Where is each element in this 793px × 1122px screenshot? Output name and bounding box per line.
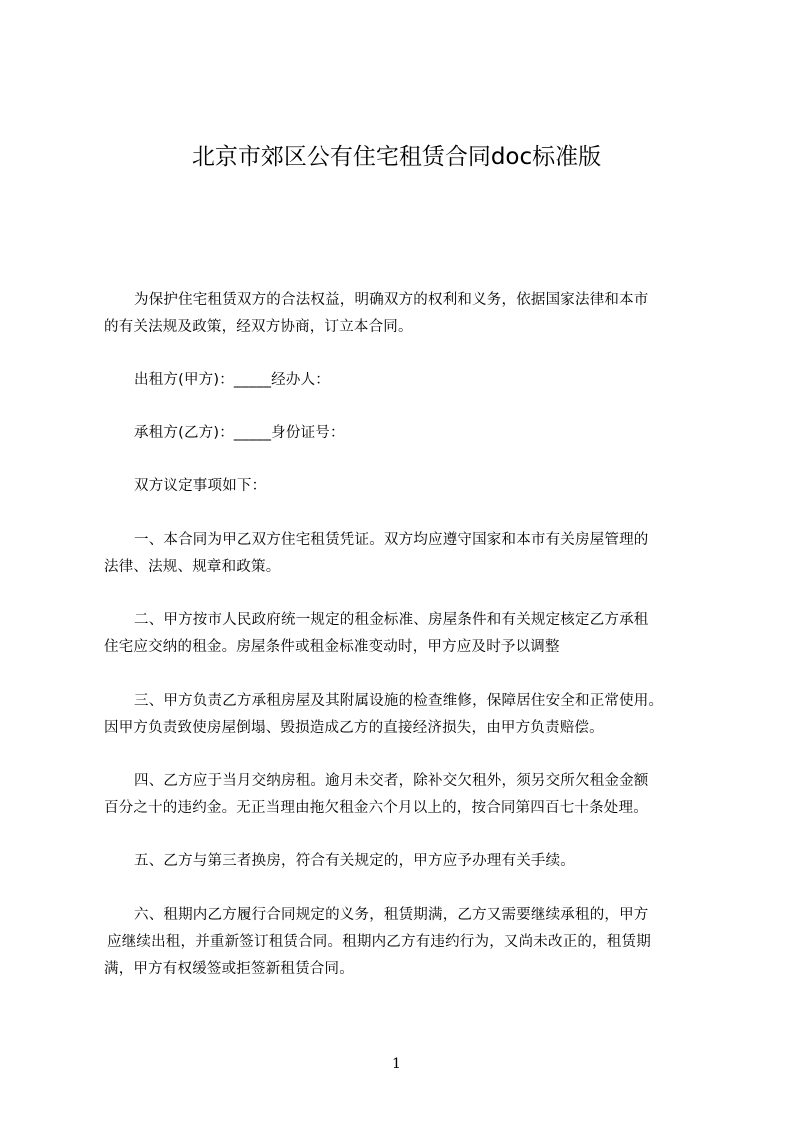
clause-3-line-2: 因甲方负责致使房屋倒塌、毁损造成乙方的直接经济损失，由甲方负责赔偿。: [104, 720, 604, 736]
clause-1: [104, 527, 702, 581]
lessee-line: [104, 420, 702, 447]
preamble-paragraph: [104, 287, 702, 341]
clause-1-line-1: 一、本合同为甲乙双方住宅租赁凭证。双方均应遵守国家和本市有关房屋管理的: [134, 532, 649, 548]
clause-5-line-1: 五、乙方与第三者换房，符合有关规定的，甲方应予办理有关手续。: [134, 853, 575, 869]
clause-6-line-3: 满，甲方有权缓签或拒签新租赁合同。: [104, 961, 354, 977]
clause-6-line-2: 应继续出租，并重新签订租赁合同。租期内乙方有违约行为，又尚未改正的，租赁期: [107, 934, 651, 950]
clause-3: [104, 688, 702, 742]
clause-5: [104, 848, 702, 875]
agreement-intro: [104, 473, 702, 500]
lessee-text: 承租方(乙方)：_____身份证号：: [134, 425, 345, 441]
document-title: 北京市郊区公有住宅租赁合同doc标准版: [191, 144, 602, 170]
clause-2-line-2: 住宅应交纳的租金。房屋条件或租金标准变动时，甲方应及时予以调整: [104, 639, 560, 655]
lessor-line: [104, 367, 702, 394]
clause-2-line-1: 二、甲方按市人民政府统一规定的租金标准、房屋条件和有关规定核定乙方承租: [134, 612, 649, 628]
lessor-text: 出租方(甲方)：_____经办人：: [134, 372, 330, 388]
page-number: 1: [392, 1056, 401, 1072]
clause-6-line-1: 六、租期内乙方履行合同规定的义务，租赁期满，乙方又需要继续承租的，甲方: [134, 907, 649, 923]
preamble-line-1: 为保护住宅租赁双方的合法权益，明确双方的权利和义务，依据国家法律和本市: [134, 292, 649, 308]
clause-3-line-1: 三、甲方负责乙方承租房屋及其附属设施的检查维修，保障居住安全和正常使用。: [134, 693, 664, 709]
agreement-intro-text: 双方议定事项如下：: [134, 478, 267, 494]
clause-6: [104, 902, 702, 983]
clause-4: [104, 768, 702, 822]
clause-4-line-2: 百分之十的违约金。无正当理由拖欠租金六个月以上的，按合同第四百七十条处理。: [104, 800, 648, 816]
clause-4-line-1: 四、乙方应于当月交纳房租。逾月未交者，除补交欠租外，须另交所欠租金金额: [134, 773, 649, 789]
clause-1-line-2: 法律、法规、规章和政策。: [104, 559, 281, 575]
clause-2: [104, 607, 702, 661]
preamble-line-2: 的有关法规及政策，经双方协商，订立本合同。: [104, 319, 413, 335]
